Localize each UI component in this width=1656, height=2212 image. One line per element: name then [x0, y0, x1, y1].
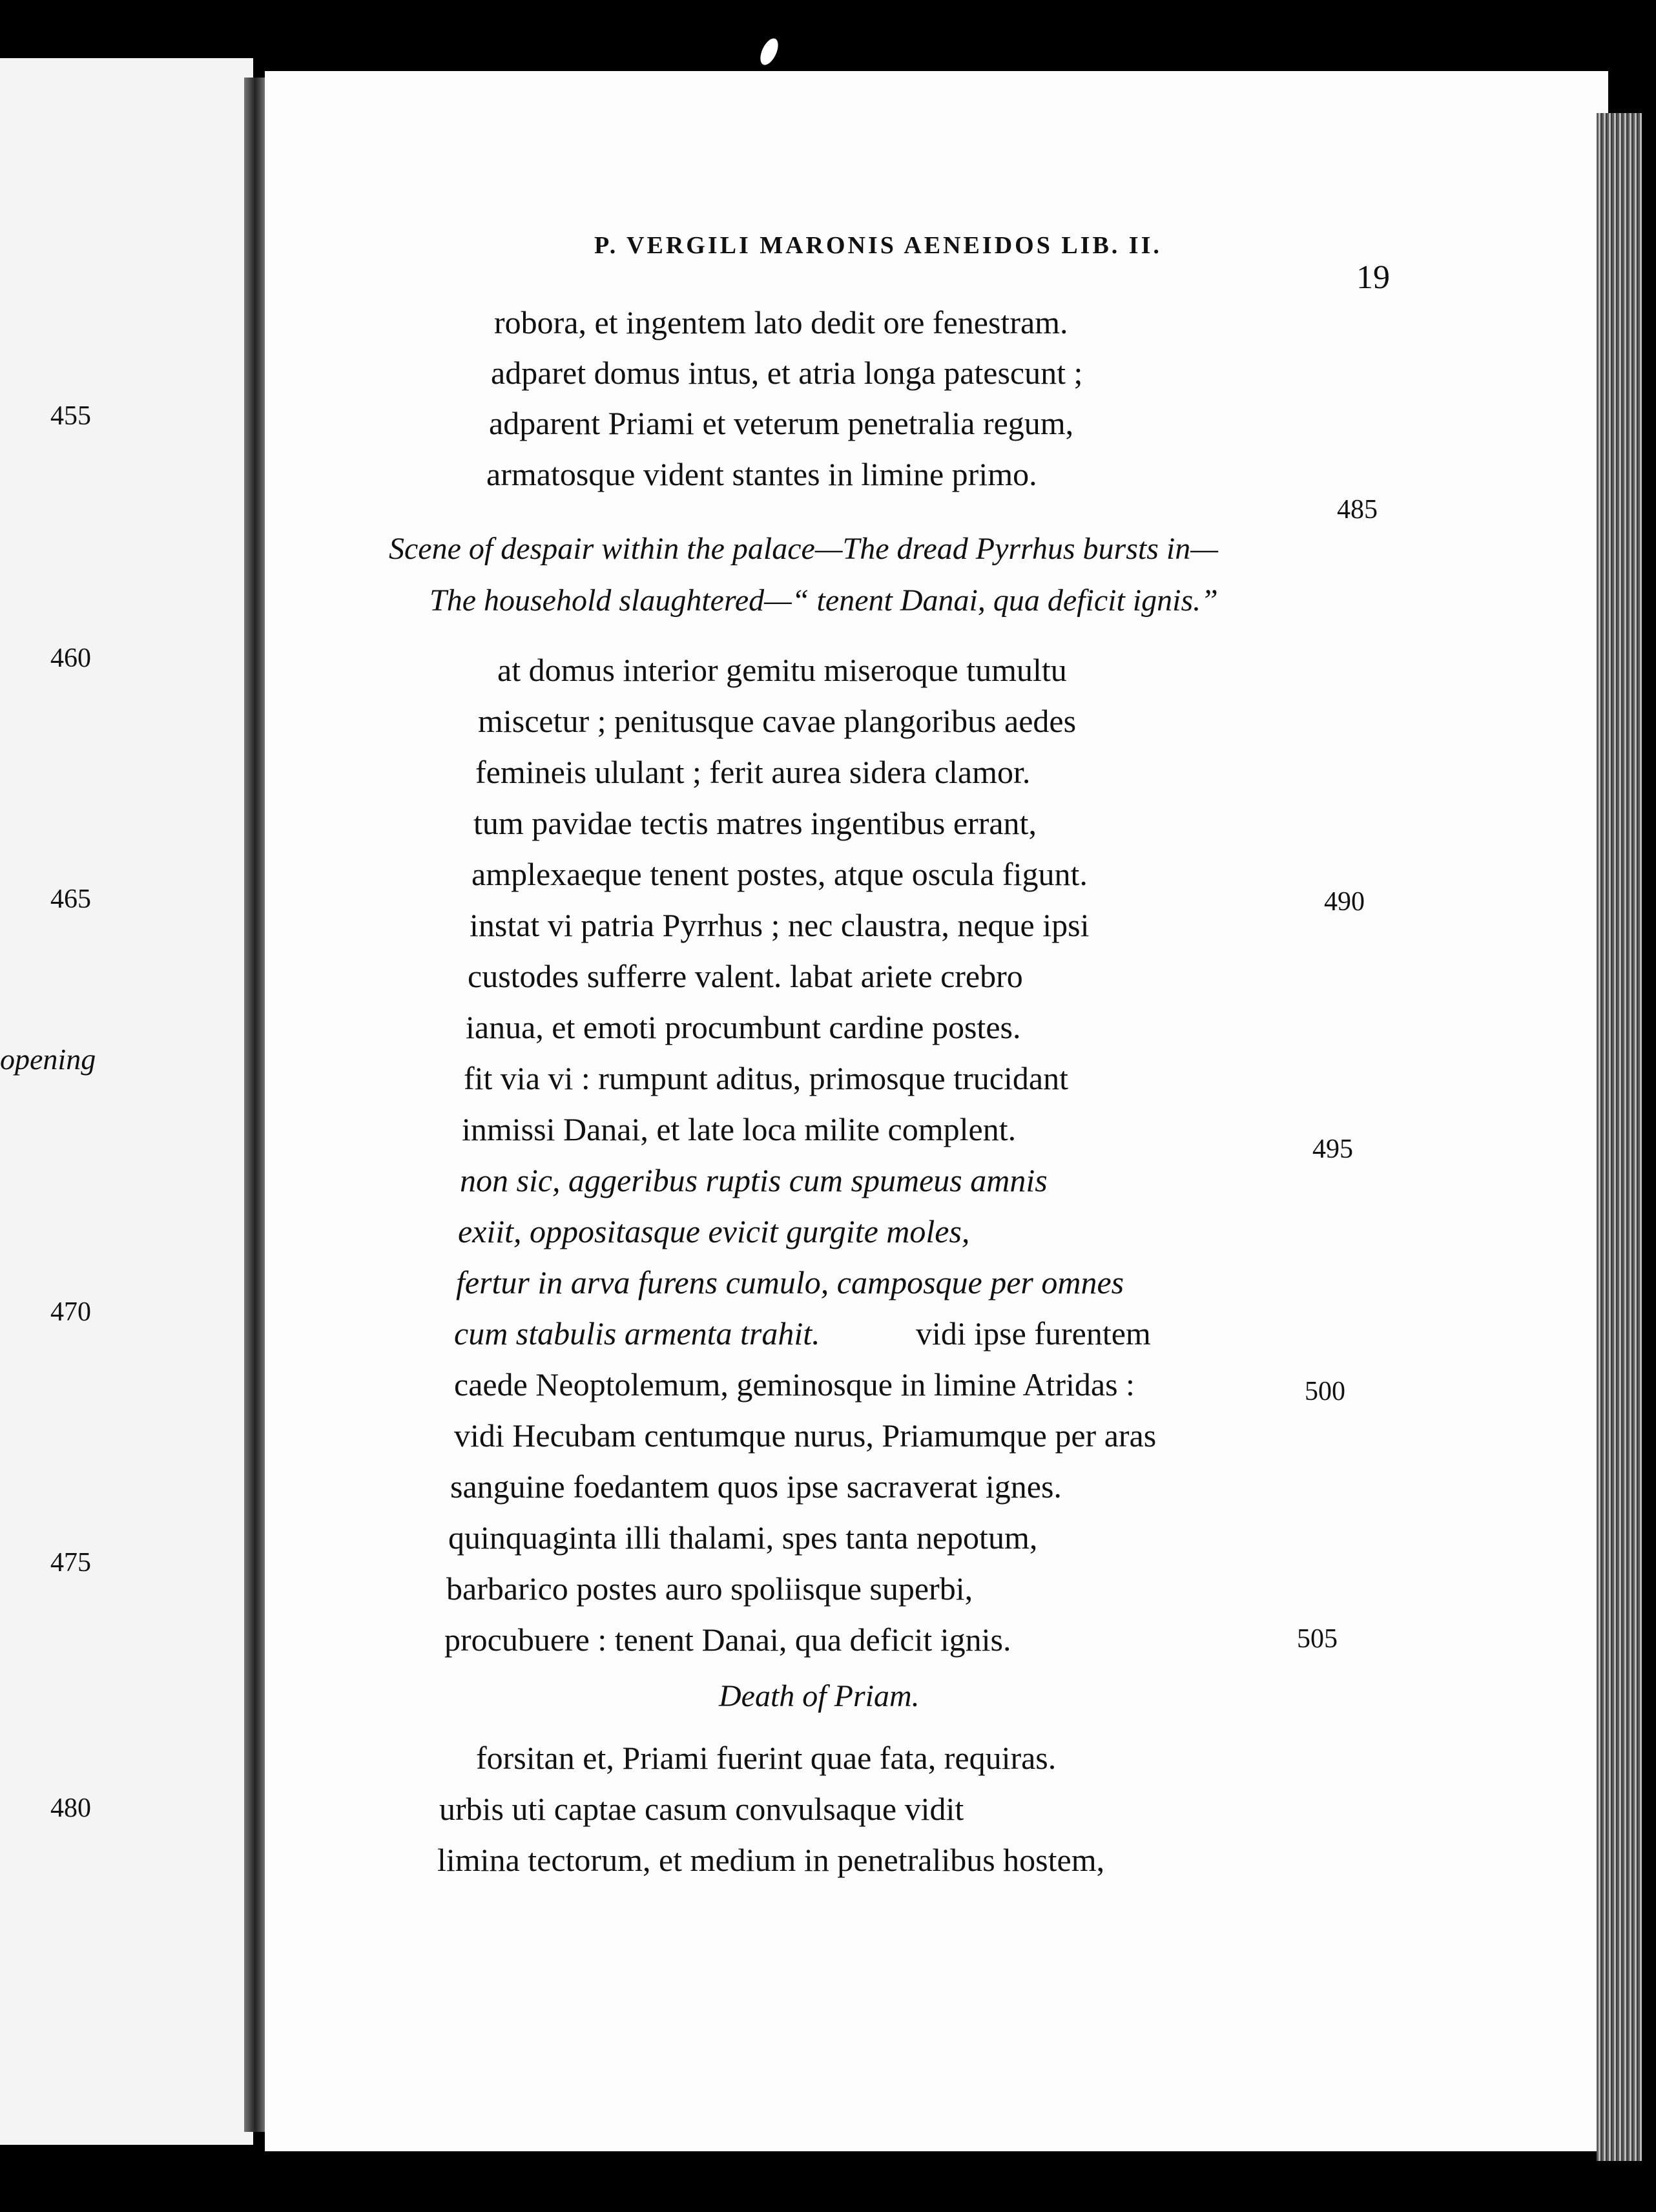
left-line-number: 460	[50, 643, 91, 673]
right-line-number: 485	[1337, 495, 1378, 525]
verse-line: femineis ululant ; ferit aurea sidera clamor.	[475, 754, 1031, 790]
right-line-number: 505	[1297, 1624, 1338, 1654]
section-heading: Death of Priam.	[719, 1679, 920, 1713]
verse-line: barbarico postes auro spoliisque superbi,	[446, 1570, 973, 1607]
left-line-number: 455	[50, 401, 91, 431]
running-title: P. VERGILI MARONIS AENEIDOS LIB. II.	[594, 232, 1162, 259]
verse-line: caede Neoptolemum, geminosque in limine Atridas :	[454, 1366, 1135, 1403]
summary-line: Scene of despair within the palace—The dread Pyrrhus bursts in—	[389, 532, 1218, 566]
verse-line: adparent Priami et veterum penetralia regum,	[489, 405, 1074, 441]
scan-smudge	[757, 36, 782, 67]
left-margin-fragment: opening	[0, 1043, 96, 1076]
verse-line: forsitan et, Priami fuerint quae fata, requiras.	[476, 1740, 1057, 1776]
left-line-number: 465	[50, 884, 91, 914]
page-number: 19	[1356, 259, 1390, 296]
verse-line: adparet domus intus, et atria longa patescunt ;	[491, 355, 1083, 391]
right-line-number: 495	[1312, 1134, 1353, 1164]
verse-line: exiit, oppositasque evicit gurgite moles,	[458, 1213, 970, 1249]
verse-line: sanguine foedantem quos ipse sacraverat ignes.	[450, 1468, 1062, 1505]
page-edges	[1597, 113, 1642, 2161]
verse-line: limina tectorum, et medium in penetralibus hostem,	[437, 1842, 1105, 1878]
verse-line: vidi Hecubam centumque nurus, Priamumque per aras	[454, 1417, 1157, 1454]
verse-line: quinquaginta illi thalami, spes tanta nepotum,	[448, 1519, 1038, 1556]
left-line-number: 475	[50, 1548, 91, 1578]
verse-line: custodes sufferre valent. labat ariete crebro	[468, 958, 1023, 994]
verse-line: procubuere : tenent Danai, qua deficit ignis.	[444, 1622, 1011, 1658]
left-line-number: 470	[50, 1297, 91, 1327]
verse-line: urbis uti captae casum convulsaque vidit	[439, 1791, 964, 1827]
verse-line: fit via vi : rumpunt aditus, primosque trucidant	[464, 1060, 1068, 1096]
verse-line: robora, et ingentem lato dedit ore fenestram.	[494, 304, 1068, 340]
verse-line: inmissi Danai, et late loca milite complent.	[462, 1111, 1017, 1147]
verse-line: instat vi patria Pyrrhus ; nec claustra, neque ipsi	[470, 907, 1090, 943]
verse-line: non sic, aggeribus ruptis cum spumeus amnis	[460, 1162, 1048, 1198]
verse-line: armatosque vident stantes in limine primo.	[486, 456, 1037, 492]
summary-line: The household slaughtered—“ tenent Danai, qua deficit ignis.”	[430, 583, 1218, 618]
right-line-number: 490	[1324, 887, 1365, 917]
verse-line: cum stabulis armenta trahit.	[454, 1315, 820, 1351]
verse-line: fertur in arva furens cumulo, camposque per omnes	[456, 1264, 1124, 1300]
left-line-number: 480	[50, 1793, 91, 1823]
verse-line-continuation: vidi ipse furentem	[916, 1315, 1151, 1351]
verse-line: at domus interior gemitu miseroque tumultu	[497, 652, 1067, 688]
verse-line: tum pavidae tectis matres ingentibus errant,	[473, 805, 1037, 841]
verse-line: miscetur ; penitusque cavae plangoribus aedes	[478, 703, 1077, 739]
verse-line: ianua, et emoti procumbunt cardine postes.	[466, 1009, 1021, 1045]
verse-line: amplexaeque tenent postes, atque oscula figunt.	[471, 856, 1088, 892]
left-page	[0, 58, 253, 2145]
right-line-number: 500	[1305, 1377, 1345, 1406]
